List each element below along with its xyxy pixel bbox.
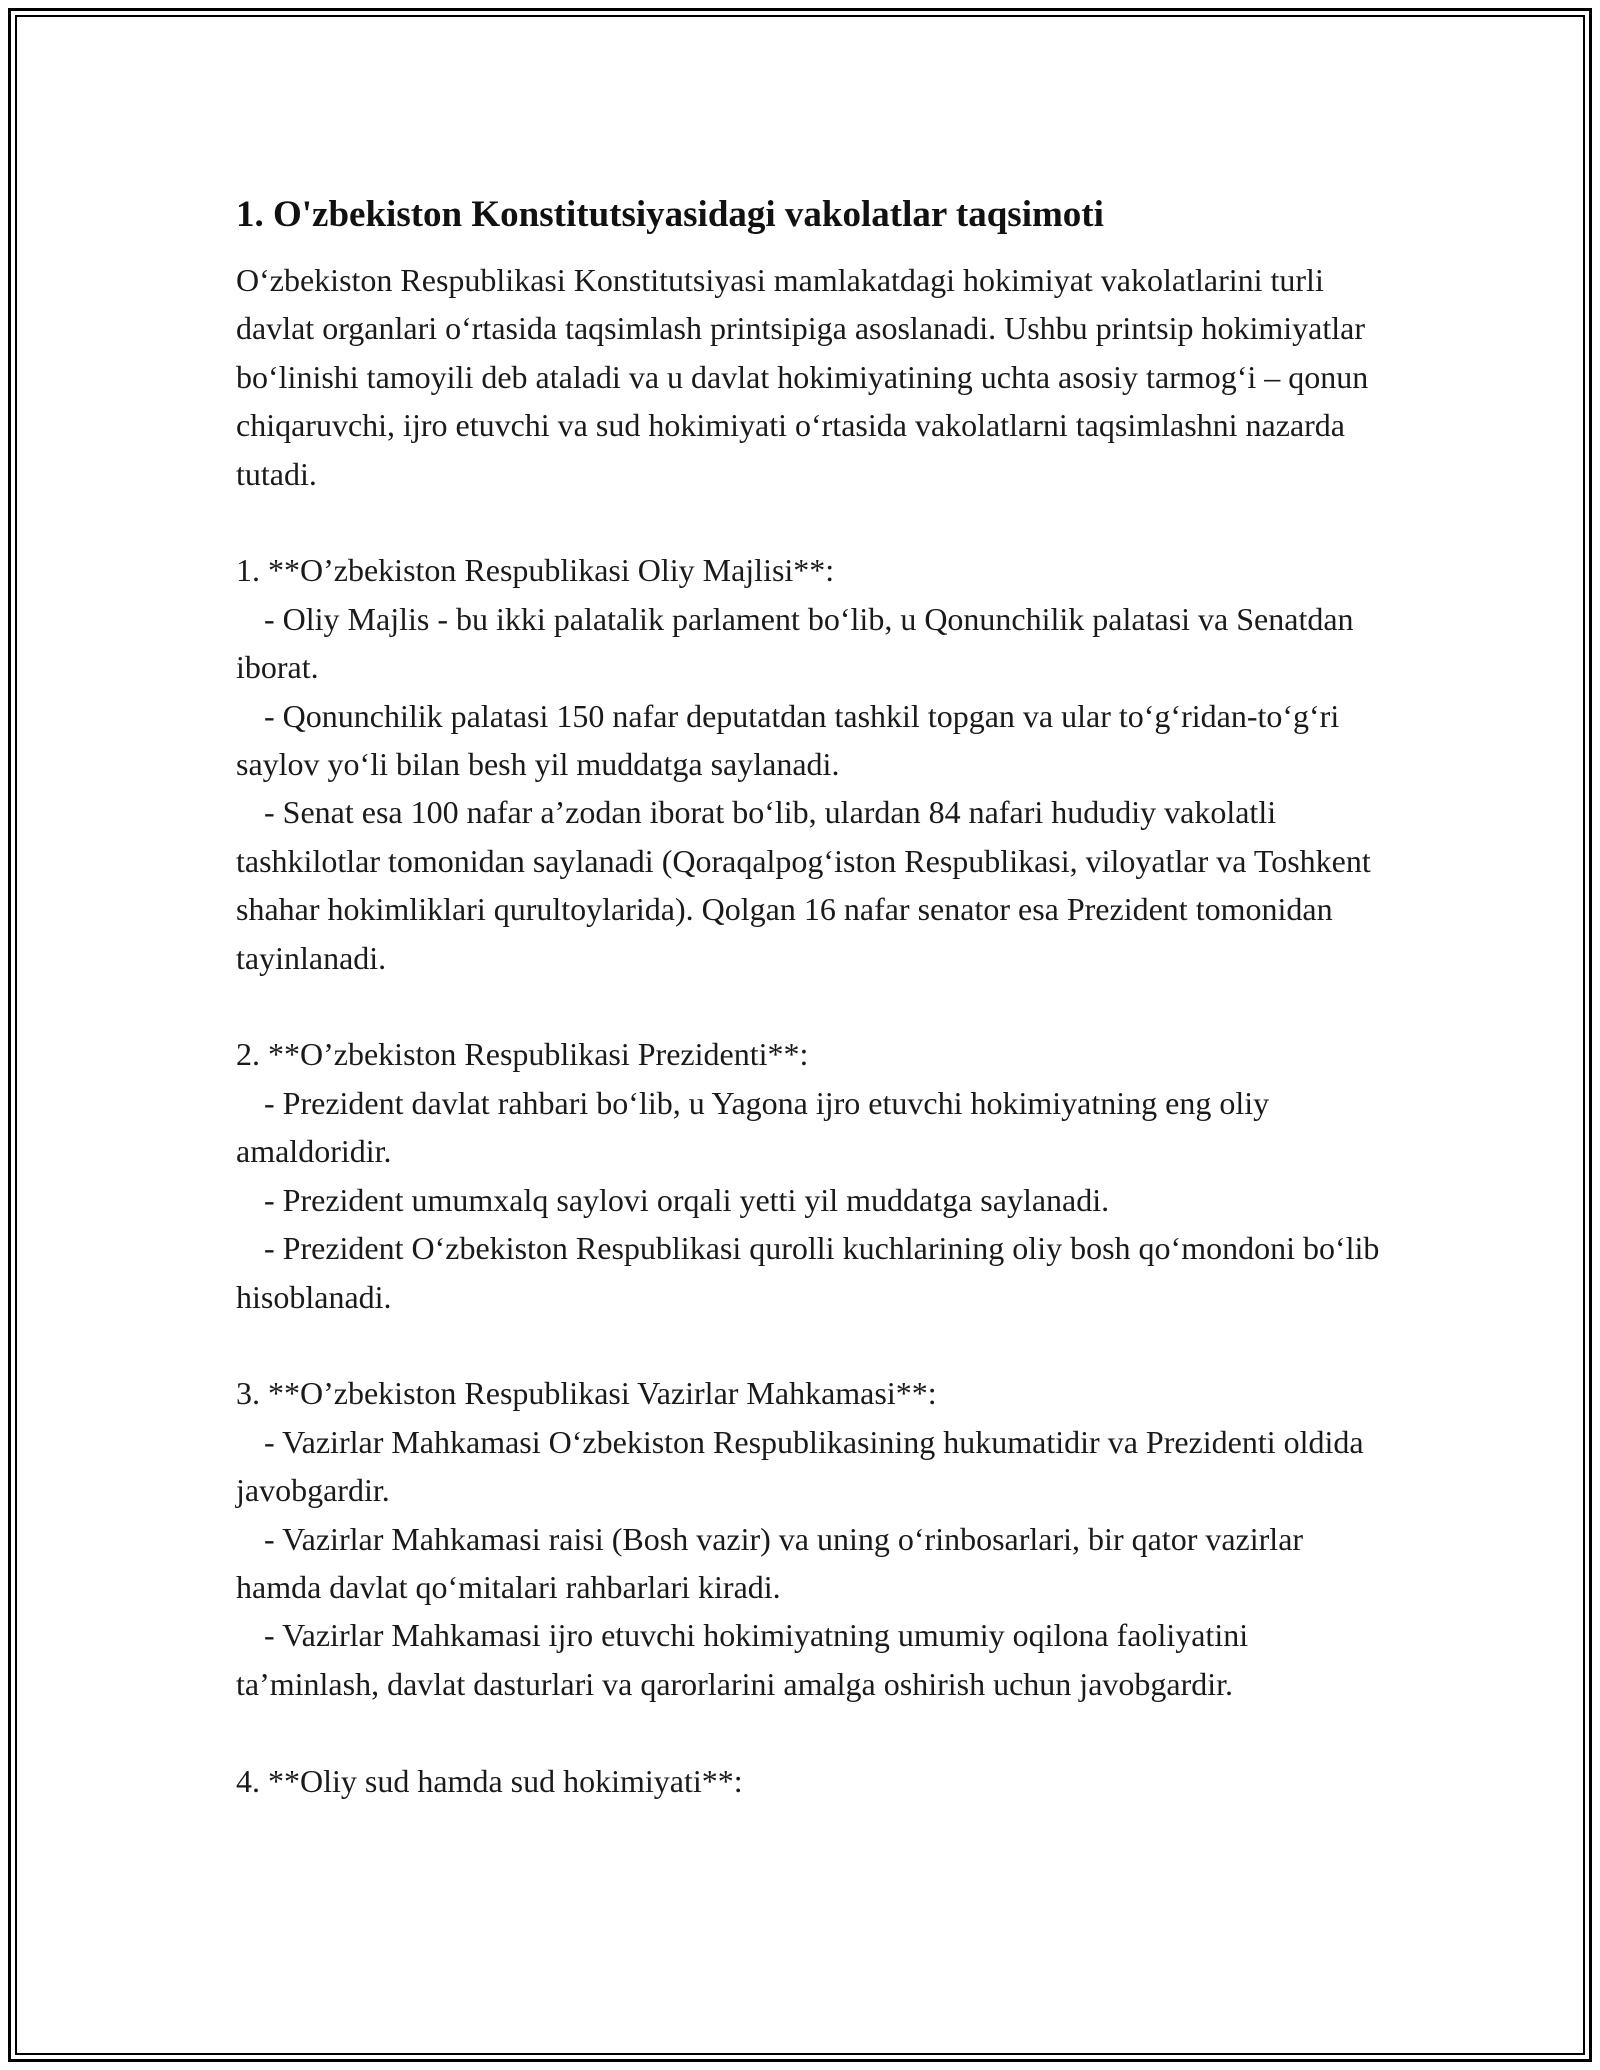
spacer <box>236 498 1386 546</box>
spacer <box>236 982 1386 1030</box>
document-body <box>236 188 1386 1805</box>
section-vazirlar-mahkamasi <box>236 1369 1386 1708</box>
section-point: - Prezident umumxalq saylovi orqali yetti yil muddatga saylanadi. <box>264 1181 1110 1218</box>
section-point: - Qonunchilik palatasi 150 nafar deputatdan tashkil topgan va ular to‘g‘ridan-to‘g‘ri saylov yo‘li bilan besh yil muddatga saylanadi. <box>236 697 1340 783</box>
section-heading: 1. **O’zbekiston Respublikasi Oliy Majlisi**: <box>236 552 835 589</box>
section-point: - Senat esa 100 nafar a’zodan iborat bo‘lib, ulardan 84 nafari hududiy vakolatli tashkilotlar tomonidan saylanadi (Qoraqalpog‘iston Respublikasi, viloyatlar va Toshkent shahar hokimliklari qurultoylarida). Qolgan 16 nafar senator esa Prezident tomonidan tayinlanadi. <box>236 794 1371 976</box>
section-point: - Prezident davlat rahbari bo‘lib, u Yagona ijro etuvchi hokimiyatning eng oliy amaldoridir. <box>236 1084 1270 1170</box>
section-point: - Prezident O‘zbekiston Respublikasi qurolli kuchlarining oliy bosh qo‘mondoni bo‘lib hisoblanadi. <box>236 1230 1380 1315</box>
section-heading: 4. **Oliy sud hamda sud hokimiyati**: <box>236 1762 743 1799</box>
section-oliy-majlis <box>236 546 1386 982</box>
section-heading: 3. **O’zbekiston Respublikasi Vazirlar Mahkamasi**: <box>236 1375 937 1412</box>
section-point: - Vazirlar Mahkamasi raisi (Bosh vazir) va uning o‘rinbosarlari, bir qator vazirlar hamda davlat qo‘mitalari rahbarlari kiradi. <box>236 1520 1304 1605</box>
intro-paragraph: O‘zbekiston Respublikasi Konstitutsiyasi mamlakatdagi hokimiyat vakolatlarini turli davlat organlari o‘rtasida taqsimlash printsipiga asoslanadi. Ushbu printsip hokimiyatlar bo‘linishi tamoyili deb ataladi va u davlat hokimiyatining uchta asosiy tarmog‘i – qonun chiqaruvchi, ijro etuvchi va sud hokimiyati o‘rtasida vakolatlarni taqsimlashni nazarda tutadi. <box>236 262 1369 492</box>
section-prezident <box>236 1030 1386 1320</box>
section-oliy-sud <box>236 1757 1386 1805</box>
section-point: - Vazirlar Mahkamasi ijro etuvchi hokimiyatning umumiy oqilona faoliyatini ta’minlash, davlat dasturlari va qarorlarini amalga oshirish uchun javobgardir. <box>236 1617 1249 1702</box>
spacer <box>236 1321 1386 1369</box>
document-title: 1. O'zbekiston Konstitutsiyasidagi vakolatlar taqsimoti <box>236 194 1104 235</box>
section-point: - Vazirlar Mahkamasi O‘zbekiston Respublikasining hukumatidir va Prezidenti oldida javobgardir. <box>236 1423 1364 1509</box>
section-point: - Oliy Majlis - bu ikki palatalik parlament bo‘lib, u Qonunchilik palatasi va Senatdan iborat. <box>236 600 1354 686</box>
spacer <box>236 1708 1386 1756</box>
section-heading: 2. **O’zbekiston Respublikasi Prezidenti**: <box>236 1036 809 1073</box>
